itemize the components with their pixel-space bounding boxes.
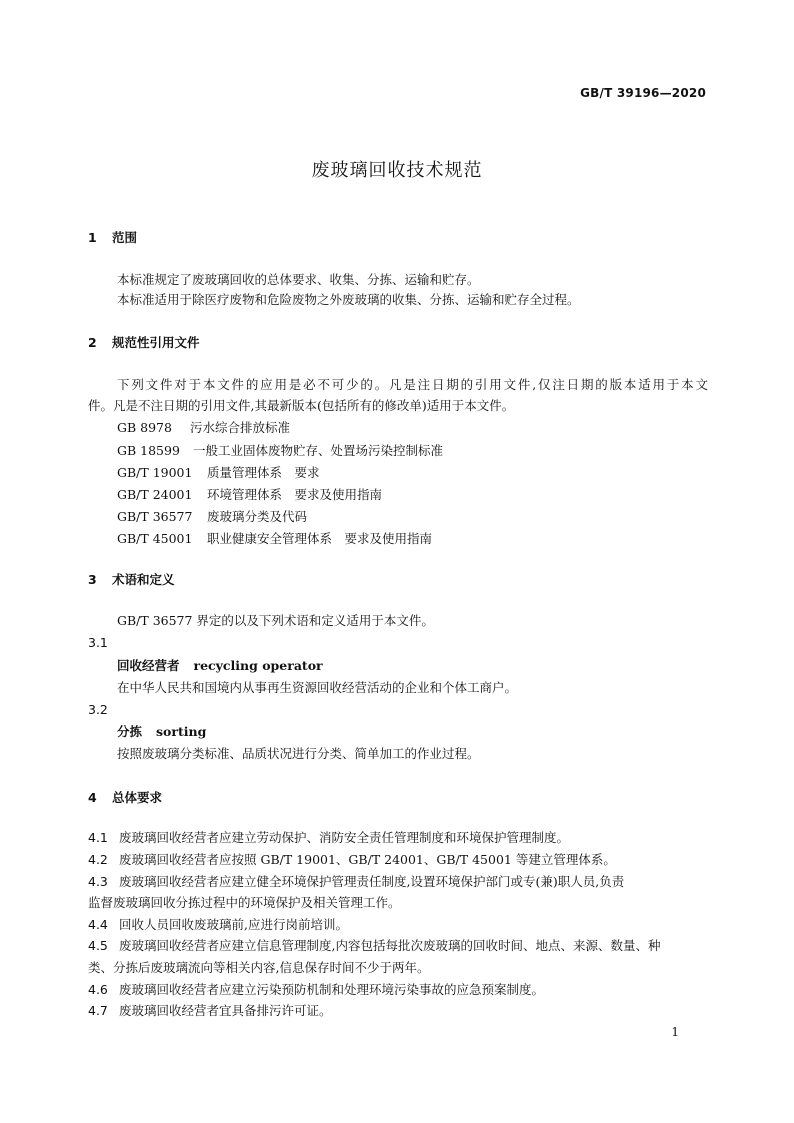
clause-continuation: 监督废玻璃回收分拣过程中的环境保护及相关管理工作。: [88, 895, 401, 910]
reference-item: [117, 441, 737, 461]
clause-text: 废玻璃回收经营者应建立信息管理制度,内容包括每批次废玻璃的回收时间、地点、来源、数量、种: [119, 938, 661, 953]
reference-code: GB/T 19001: [117, 465, 193, 480]
reference-code: GB/T 36577: [117, 509, 193, 524]
reference-item: [117, 463, 737, 483]
page-number: 1: [671, 1025, 679, 1039]
clause-continuation: 类、分拣后废玻璃流向等相关内容,信息保存时间不少于两年。: [88, 960, 430, 975]
reference-item: [117, 485, 737, 505]
reference-code: GB 18599: [117, 443, 180, 458]
clause-text: 废玻璃回收经营者应建立健全环境保护管理责任制度,设置环境保护部门或专(兼)职人员,负责: [119, 874, 625, 889]
reference-title: 废玻璃分类及代码: [207, 509, 308, 524]
term-en: sorting: [156, 724, 207, 739]
paragraph: 本标准规定了废玻璃回收的总体要求、收集、分拣、运输和贮存。: [117, 272, 480, 287]
clause-4-7: [88, 1001, 708, 1021]
clause-number: 4.5: [88, 938, 108, 953]
paragraph: 件。凡是不注日期的引用文件,其最新版本(包括所有的修改单)适用于本文件。: [88, 398, 515, 413]
term-definition: 按照废玻璃分类标准、品质状况进行分类、简单加工的作业过程。: [117, 746, 480, 761]
reference-item: [117, 529, 737, 549]
paragraph: 下列文件对于本文件的应用是必不可少的。凡是注日期的引用文件,仅注日期的版本适用于本文: [117, 377, 708, 392]
section-number: 1: [88, 230, 97, 245]
clause-text: 废玻璃回收经营者应建立污染预防机制和处理环境污染事故的应急预案制度。: [119, 982, 545, 997]
clause-number: 4.1: [88, 830, 108, 845]
clause-4-6: [88, 980, 708, 1000]
clause-number: 4.3: [88, 874, 108, 889]
clause-4-1: [88, 828, 708, 848]
term-definition: 在中华人民共和国境内从事再生资源回收经营活动的企业和个体工商户。: [117, 680, 518, 695]
reference-title: 环境管理体系 要求及使用指南: [207, 487, 383, 502]
reference-item: [117, 507, 737, 527]
term-entry: [117, 722, 737, 742]
section-title: 术语和定义: [112, 572, 175, 587]
section-title: 规范性引用文件: [112, 335, 200, 350]
reference-code: GB/T 24001: [117, 487, 193, 502]
term-zh: 分拣: [117, 724, 143, 739]
clause-text: 废玻璃回收经营者应建立劳动保护、消防安全责任管理制度和环境保护管理制度。: [119, 830, 570, 845]
paragraph: 本标准适用于除医疗废物和危险废物之外废玻璃的收集、分拣、运输和贮存全过程。: [117, 292, 580, 307]
section-number: 2: [88, 335, 97, 350]
section-number: 3: [88, 572, 97, 587]
clause-number: 4.2: [88, 852, 108, 867]
clause-4-5: [88, 936, 708, 956]
clause-text: 废玻璃回收经营者宜具备排污许可证。: [119, 1003, 332, 1018]
clause-number: 4.6: [88, 982, 108, 997]
section-3-heading: [88, 570, 708, 590]
term-zh: 回收经营者: [117, 658, 180, 673]
section-number: 4: [88, 790, 97, 805]
section-title: 总体要求: [112, 790, 163, 805]
reference-code: GB/T 45001: [117, 531, 193, 546]
clause-4-4: [88, 915, 708, 935]
term-number: 3.1: [88, 635, 108, 650]
section-1-heading: [88, 228, 708, 248]
section-4-heading: [88, 788, 708, 808]
clause-4-3: [88, 872, 708, 892]
reference-code: GB 8978: [117, 420, 172, 435]
reference-title: 质量管理体系 要求: [207, 465, 320, 480]
clause-text: 废玻璃回收经营者应按照 GB/T 19001、GB/T 24001、GB/T 45001 等建立管理体系。: [119, 852, 616, 867]
term-entry: [117, 656, 737, 676]
clause-text: 回收人员回收废玻璃前,应进行岗前培训。: [119, 917, 348, 932]
reference-title: 一般工业固体废物贮存、处置场污染控制标准: [193, 443, 444, 458]
reference-item: [117, 418, 737, 438]
section-title: 范围: [112, 230, 138, 245]
term-en: recycling operator: [193, 658, 323, 673]
reference-title: 污水综合排放标准: [190, 420, 291, 435]
clause-number: 4.7: [88, 1003, 108, 1018]
clause-number: 4.4: [88, 917, 108, 932]
section-2-heading: [88, 333, 708, 353]
clause-4-2: [88, 850, 708, 870]
reference-title: 职业健康安全管理体系 要求及使用指南: [207, 531, 433, 546]
standard-code: GB/T 39196—2020: [580, 86, 706, 100]
paragraph: GB/T 36577 界定的以及下列术语和定义适用于本文件。: [117, 613, 434, 628]
document-title: 废玻璃回收技术规范: [311, 160, 483, 181]
term-number: 3.2: [88, 702, 108, 717]
